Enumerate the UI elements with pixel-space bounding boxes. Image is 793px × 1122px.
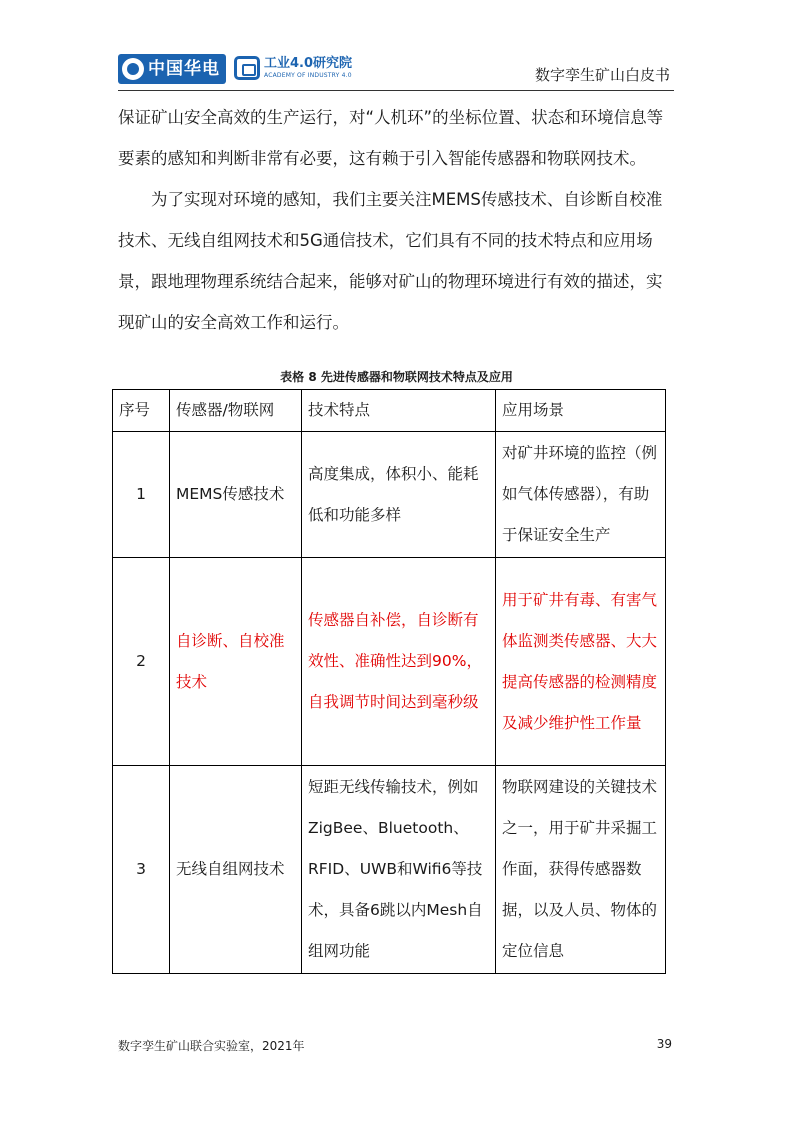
row-sensor-name: MEMS传感技术: [170, 432, 302, 558]
industry40-logo-text: 工业4.0研究院: [264, 56, 353, 71]
row-application: 对矿井环境的监控（例如气体传感器），有助于保证安全生产: [496, 432, 666, 558]
header-cell-feature: 技术特点: [302, 390, 496, 432]
row-index: 2: [113, 558, 170, 766]
row-sensor-name: 自诊断、自校准技术: [170, 558, 302, 766]
row-application: 用于矿井有毒、有害气体监测类传感器、大大提高传感器的检测精度及减少维护性工作量: [496, 558, 666, 766]
document-title: 数字孪生矿山白皮书: [534, 66, 670, 84]
table-header-row: [113, 390, 666, 432]
industry40-logo-subtext: ACADEMY OF INDUSTRY 4.0: [264, 72, 352, 79]
row-sensor-name: 无线自组网技术: [170, 766, 302, 974]
table-row: [113, 432, 666, 558]
row-feature: 短距无线传输技术，例如ZigBee、Bluetooth、RFID、UWB和Wifi6等技术，具备6跳以内Mesh自组网功能: [302, 766, 496, 974]
header-cell-sensor: 传感器/物联网: [170, 390, 302, 432]
table-row: [113, 766, 666, 974]
huadian-logo-text: 中国华电: [148, 59, 220, 79]
sensor-tech-table: [112, 389, 666, 974]
row-application: 物联网建设的关键技术之一，用于矿井采掘工作面，获得传感器数据，以及人员、物体的定位信息: [496, 766, 666, 974]
page-number: 39: [656, 1037, 672, 1051]
footer-credit: 数字孪生矿山联合实验室，2021年: [118, 1039, 305, 1053]
header-cell-application: 应用场景: [496, 390, 666, 432]
header-cell-index: 序号: [113, 390, 170, 432]
industry40-logo-icon: [234, 56, 260, 80]
row-feature: 传感器自补偿，自诊断有效性、准确性达到90%，自我调节时间达到毫秒级: [302, 558, 496, 766]
page-header: [118, 52, 674, 91]
industry40-logo: [234, 54, 353, 84]
huadian-logo: [118, 54, 226, 84]
row-index: 1: [113, 432, 170, 558]
table-caption: 表格 8 先进传感器和物联网技术特点及应用: [280, 370, 513, 384]
table-row: [113, 558, 666, 766]
huadian-logo-icon: [122, 58, 144, 80]
row-index: 3: [113, 766, 170, 974]
paragraph-1: 保证矿山安全高效的生产运行，对“人机环”的坐标位置、状态和环境信息等要素的感知和判断非常有必要，这有赖于引入智能传感器和物联网技术。: [118, 108, 664, 168]
row-feature: 高度集成，体积小、能耗低和功能多样: [302, 432, 496, 558]
paragraph-2: 为了实现对环境的感知，我们主要关注MEMS传感技术、自诊断自校准技术、无线自组网技术和5G通信技术，它们具有不同的技术特点和应用场景，跟地理物理系统结合起来，能够对矿山的物理环境进行有效的描述，实现矿山的安全高效工作和运行。: [118, 190, 663, 332]
